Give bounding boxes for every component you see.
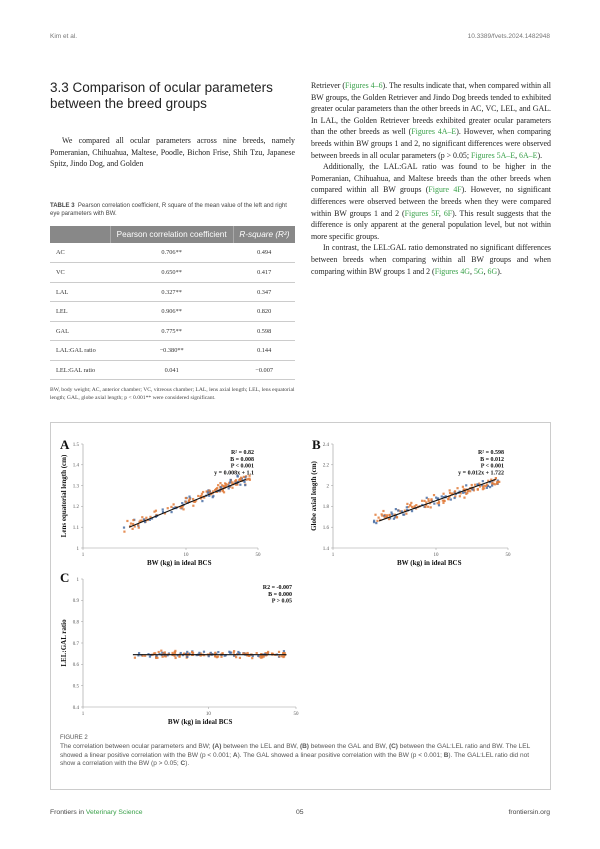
data-point: [126, 520, 128, 522]
data-point: [384, 516, 386, 518]
stats-annotation: y = 0.008x + 1.1: [214, 470, 254, 477]
data-point: [216, 487, 218, 489]
table-header-row: [50, 226, 295, 243]
table-caption: [50, 202, 295, 219]
data-point: [421, 500, 423, 502]
data-point: [482, 480, 484, 482]
x-axis-label: BW (kg) in ideal BCS: [397, 559, 462, 567]
data-point: [132, 519, 134, 521]
y-axis-label: Globe axial length (cm): [310, 461, 318, 531]
data-point: [244, 484, 246, 486]
table-row: LAL 0.327** 0.347: [50, 282, 295, 302]
stats-annotation: P < 0.001: [230, 463, 254, 470]
data-point: [454, 497, 456, 499]
y-tick-label: 0.4: [72, 705, 79, 711]
figure-link[interactable]: Figures 5F: [404, 208, 439, 218]
stats-annotation: y = 0.012x + 1.722: [458, 470, 504, 477]
data-point: [217, 651, 219, 653]
data-point: [188, 496, 190, 498]
data-point: [123, 531, 125, 533]
y-tick-label: 1: [76, 546, 79, 552]
table-caption-text: Pearson correlation coefficient, R square of the mean value of the left and right eye parameters with BW.: [50, 202, 287, 218]
stats-annotation: B = 0.008: [230, 456, 254, 463]
stats-annotation: R2 = -0.007: [262, 585, 292, 591]
x-tick-label: 10: [183, 553, 189, 558]
figure-link[interactable]: Figures 5A–E: [471, 150, 516, 160]
x-tick-label: 1: [81, 553, 85, 558]
figure-link[interactable]: Figures 4G: [434, 266, 470, 276]
data-point: [181, 502, 183, 504]
data-point: [430, 499, 432, 501]
data-point: [374, 514, 376, 516]
paragraph-lal-gal: Additionally, the LAL:GAL ratio was found to be higher in the Pomeranian, Chihuahua, and Maltese breeds than the other breeds when compared within all BW groups (Figure 4F). However, no significant differences were observed between the breeds when they were compared within BW groups 1 and 2 (Figures 5F, 6F). This result suggests that the difference is only apparent at the general population level, but not within more specific groups.: [311, 162, 551, 241]
data-point: [203, 651, 205, 653]
data-point: [463, 497, 465, 499]
data-point: [388, 514, 390, 516]
panel-b: [310, 437, 511, 567]
x-axis-label: BW (kg) in ideal BCS: [167, 718, 233, 726]
data-point: [145, 517, 147, 519]
data-point: [237, 651, 239, 653]
data-point: [282, 656, 284, 658]
x-tick-label: 1: [81, 712, 85, 717]
stats-annotation: B = 0.000: [268, 591, 292, 598]
data-point: [219, 482, 221, 484]
panel-label: C: [60, 570, 70, 585]
data-point: [251, 657, 253, 659]
data-point: [130, 522, 132, 524]
x-tick-label: 50: [505, 553, 511, 558]
data-point: [373, 521, 375, 523]
data-point: [201, 500, 203, 502]
x-tick-label: 50: [293, 712, 299, 717]
data-point: [162, 508, 164, 510]
figure-2-charts: [50, 422, 551, 732]
data-point: [132, 528, 134, 530]
data-point: [462, 492, 464, 494]
panel-label: B: [312, 437, 321, 452]
data-point: [216, 656, 218, 658]
figure-caption: FIGURE 2 The correlation between ocular parameters and BW; (A) between the LEL and BW, (B) between the GAL and BW, (C) between the GAL:LEL ratio and BW. The LEL showed a linear positive correlation with the BW (p < 0.001; A). The GAL showed a linear positive correlation with the BW (p < 0.001; B). The GAL:LEL ratio did not show a correlation with the BW (p > 0.05; C).: [60, 734, 542, 769]
x-tick-label: 10: [205, 712, 211, 717]
data-point: [462, 486, 464, 488]
table-row: AC 0.706** 0.494: [50, 243, 295, 263]
data-point: [382, 510, 384, 512]
data-point: [212, 496, 214, 498]
figure-label: FIGURE 2: [60, 735, 88, 741]
data-point: [247, 478, 249, 480]
data-point: [405, 513, 407, 515]
regression-line: [129, 479, 246, 527]
data-point: [381, 513, 383, 515]
y-tick-label: 2.4: [322, 442, 329, 448]
panel-a: [60, 437, 261, 567]
data-point: [267, 652, 269, 654]
y-tick-label: 0.5: [72, 684, 79, 690]
y-tick-label: 1.1: [72, 526, 79, 531]
data-point: [376, 520, 378, 522]
table-header-empty: [50, 226, 110, 243]
data-point: [386, 514, 388, 516]
data-point: [395, 508, 397, 510]
y-tick-label: 2.2: [322, 463, 329, 469]
data-point: [424, 506, 426, 508]
regression-line: [379, 479, 496, 521]
figure-link[interactable]: Figure 4F: [428, 185, 462, 195]
data-point: [243, 481, 245, 483]
data-point: [228, 651, 230, 653]
data-point: [391, 513, 393, 515]
data-point: [397, 509, 399, 511]
section-body: [50, 135, 295, 170]
table-row: GAL 0.775** 0.598: [50, 321, 295, 341]
y-tick-label: 1.3: [72, 484, 79, 490]
data-point: [486, 487, 488, 489]
data-point: [486, 483, 488, 485]
data-point: [222, 652, 224, 654]
table-caption-label: TABLE 3: [50, 202, 75, 209]
data-point: [428, 500, 430, 502]
data-point: [217, 484, 219, 486]
footer-site-link[interactable]: frontiersin.org: [508, 809, 550, 816]
data-point: [167, 507, 169, 509]
figure-link[interactable]: 6A–E: [519, 150, 538, 160]
data-point: [256, 652, 258, 654]
y-tick-label: 2: [326, 484, 329, 490]
data-point: [189, 498, 191, 500]
data-point: [438, 501, 440, 503]
y-tick-label: 0.8: [72, 620, 79, 626]
data-point: [406, 503, 408, 505]
table-row: LEL 0.906** 0.820: [50, 302, 295, 322]
data-point: [239, 657, 241, 659]
running-header-doi: 10.3389/fvets.2024.1482948: [467, 33, 550, 40]
table-footnote: BW, body weight; AC, anterior chamber; VC, vitreous chamber; LAL, lens axial length; LEL, lens equatorial length; GAL, globe axial length; p < 0.001** were considered significant.: [50, 387, 295, 402]
data-point: [179, 507, 181, 509]
data-point: [284, 652, 286, 654]
footer-page-number: 05: [296, 809, 304, 816]
paragraph-results: Retriever (Figures 4–6). The results indicate that, when compared within all BW groups, the Golden Retriever and Jindo Dog breeds tended to exhibited greater ocular parameters than the other breeds in AC, VC, LEL, and GAL. In LAL, the Golden Retriever breeds exhibited greater ocular parameters than the other breeds as well (Figures 4A–E). However, when comparing breeds within BW groups 1 and 2, no significant differences were observed between breeds in all ocular parameters (p > 0.05; Figures 5A–E, 6A–E).: [311, 81, 551, 160]
data-point: [494, 483, 496, 485]
right-column: [311, 80, 551, 277]
running-header-authors: Kim et al.: [50, 33, 78, 40]
y-tick-label: 0.7: [72, 641, 79, 647]
data-point: [224, 482, 226, 484]
table-row: LEL:GAL ratio 0.041 −0.007: [50, 360, 295, 380]
data-point: [433, 494, 435, 496]
section-title: 3.3 Comparison of ocular parameters between the breed groups: [50, 80, 273, 111]
figure-link[interactable]: Figures 4A–E: [411, 127, 457, 137]
data-point: [208, 655, 210, 657]
data-point: [170, 506, 172, 508]
data-point: [162, 656, 164, 658]
data-point: [449, 489, 451, 491]
data-point: [450, 498, 452, 500]
data-point: [202, 491, 204, 493]
data-point: [231, 481, 233, 483]
table-row: VC 0.650** 0.417: [50, 263, 295, 283]
data-point: [170, 511, 172, 513]
figure-link[interactable]: Figures 4–6: [345, 81, 383, 90]
data-point: [186, 651, 188, 653]
data-point: [228, 487, 230, 489]
figure-link[interactable]: 5G: [473, 266, 484, 276]
data-point: [174, 651, 176, 653]
stats-annotation: R² = 0.82: [230, 450, 254, 456]
data-point: [233, 650, 235, 652]
y-tick-label: 0.9: [72, 599, 79, 605]
data-point: [191, 651, 193, 653]
y-tick-label: 0.6: [72, 663, 79, 669]
data-point: [454, 490, 456, 492]
data-point: [239, 484, 241, 486]
stats-annotation: P > 0.05: [271, 598, 292, 605]
table-row: LAL:GAL ratio −0.380** 0.144: [50, 341, 295, 361]
data-point: [155, 657, 157, 659]
journal-link[interactable]: Veterinary Science: [85, 809, 143, 816]
data-point: [465, 484, 467, 486]
data-point: [435, 497, 437, 499]
x-tick-label: 10: [433, 553, 439, 558]
data-point: [491, 485, 493, 487]
data-point: [185, 501, 187, 503]
data-point: [138, 527, 140, 529]
paragraph-lel-gal: In contrast, the LEL:GAL ratio demonstrated no significant differences between breeds when comparing within all BW groups and when comparing within BW groups 1 and 2 (Figures 4G, 5G, 6G).: [311, 243, 551, 276]
data-point: [427, 506, 429, 508]
data-point: [406, 506, 408, 508]
data-point: [138, 652, 140, 654]
data-point: [278, 651, 280, 653]
y-axis-label: LEL:GAL ratio: [60, 619, 68, 667]
data-point: [283, 650, 285, 652]
data-point: [134, 657, 136, 659]
y-axis-label: Lens equatorial length (cm): [60, 454, 68, 538]
data-point: [214, 652, 216, 654]
data-point: [489, 486, 491, 488]
stats-annotation: P < 0.001: [480, 463, 504, 470]
data-point: [410, 502, 412, 504]
data-point: [482, 488, 484, 490]
data-point: [173, 503, 175, 505]
data-point: [238, 479, 240, 481]
data-point: [443, 500, 445, 502]
panel-c: [60, 570, 299, 726]
data-point: [235, 656, 237, 658]
y-tick-label: 1.4: [72, 463, 79, 469]
y-tick-label: 1: [76, 577, 79, 583]
stats-annotation: B = 0.012: [480, 456, 504, 463]
data-point: [229, 481, 231, 483]
data-point: [158, 651, 160, 653]
figure-link[interactable]: 6G: [487, 266, 498, 276]
data-point: [260, 657, 262, 659]
data-point: [459, 495, 461, 497]
paragraph-breeds: We compared all ocular parameters across nine breeds, namely Pomeranian, Chihuahua, Maltese, Poodle, Bichon Frise, Shih Tzu, Japanese Spitz, Jindo Dog, and Golden: [50, 136, 295, 169]
data-point: [197, 495, 199, 497]
data-point: [214, 489, 216, 491]
data-point: [402, 514, 404, 516]
table-header-rsquare: R-square (R²): [233, 226, 295, 243]
data-point: [472, 488, 474, 490]
table-header-pearson: Pearson correlation coefficient: [110, 226, 233, 243]
y-tick-label: 1.6: [322, 526, 329, 531]
data-point: [378, 517, 380, 519]
data-point: [442, 502, 444, 504]
x-tick-label: 1: [331, 553, 335, 558]
data-point: [240, 477, 242, 479]
data-point: [414, 505, 416, 507]
data-point: [155, 510, 157, 512]
correlation-table: [50, 226, 295, 380]
y-tick-label: 1.8: [322, 505, 329, 511]
data-point: [234, 480, 236, 482]
data-point: [180, 652, 182, 654]
data-point: [497, 481, 499, 483]
data-point: [433, 503, 435, 505]
data-point: [185, 497, 187, 499]
data-point: [388, 518, 390, 520]
data-point: [438, 504, 440, 506]
data-point: [456, 487, 458, 489]
data-point: [423, 500, 425, 502]
data-point: [474, 484, 476, 486]
y-tick-label: 1.5: [72, 442, 79, 448]
data-point: [192, 498, 194, 500]
data-point: [220, 656, 222, 658]
data-point: [471, 484, 473, 486]
x-tick-label: 50: [255, 553, 261, 558]
y-tick-label: 1.4: [322, 546, 329, 552]
left-column: [50, 80, 295, 402]
x-axis-label: BW (kg) in ideal BCS: [147, 559, 212, 567]
data-point: [229, 479, 231, 481]
data-point: [491, 482, 493, 484]
data-point: [396, 516, 398, 518]
data-point: [441, 495, 443, 497]
data-point: [430, 506, 432, 508]
data-point: [477, 489, 479, 491]
figure-link[interactable]: 6F: [443, 208, 453, 218]
data-point: [442, 493, 444, 495]
stats-annotation: R² = 0.598: [477, 450, 504, 456]
data-point: [220, 486, 222, 488]
data-point: [278, 655, 280, 657]
data-point: [207, 492, 209, 494]
data-point: [149, 656, 151, 658]
data-point: [393, 518, 395, 520]
data-point: [141, 516, 143, 518]
y-tick-label: 1.2: [72, 505, 79, 511]
footer-journal: Frontiers in Veterinary Science: [50, 809, 143, 816]
data-point: [160, 650, 162, 652]
data-point: [375, 522, 377, 524]
data-point: [192, 505, 194, 507]
data-point: [231, 487, 233, 489]
data-point: [182, 508, 184, 510]
data-point: [411, 510, 413, 512]
data-point: [409, 504, 411, 506]
data-point: [208, 489, 210, 491]
data-point: [174, 657, 176, 659]
data-point: [447, 498, 449, 500]
panel-label: A: [60, 437, 70, 452]
data-point: [123, 526, 125, 528]
data-point: [186, 656, 188, 658]
